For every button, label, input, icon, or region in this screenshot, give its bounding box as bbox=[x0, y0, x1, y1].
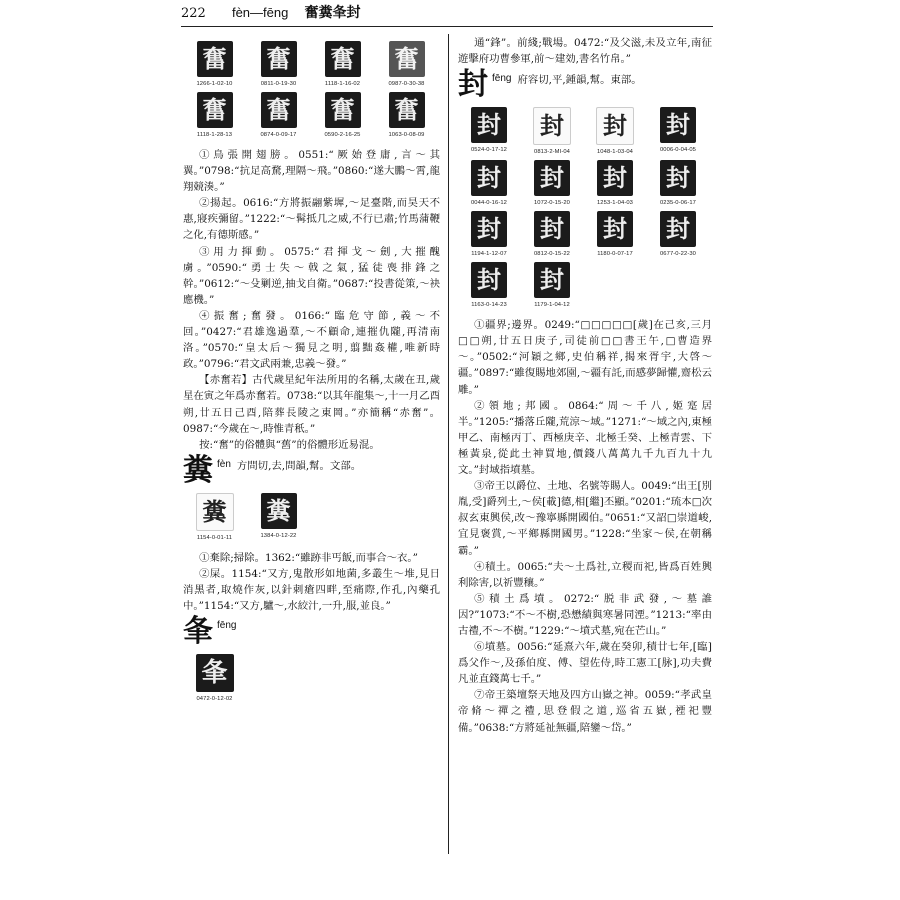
glyph-rubbing: 糞 bbox=[196, 493, 234, 531]
definition-paragraph: ②屎。1154:“又方,鬼散形如地菌,多叢生～堆,見日消黑者,取燒作灰,以針刺瘡四畔,至痛際,作孔,內藥孔中。”1154:“又方,驢～,水絞汁,一升,服,並良。” bbox=[183, 567, 440, 613]
fen2-image-grid bbox=[183, 493, 440, 546]
header-title: 奮糞夆封 bbox=[304, 5, 361, 21]
headword-pronunciation: 府容切,平,鍾韻,幫。東部。 bbox=[517, 74, 642, 87]
rubbing-image bbox=[247, 92, 310, 139]
glyph-rubbing: 奮 bbox=[261, 41, 297, 77]
headword-pinyin: fēng bbox=[217, 620, 237, 632]
rubbing-image bbox=[458, 160, 520, 207]
glyph-rubbing: 封 bbox=[534, 160, 570, 196]
headword-char: 糞 bbox=[183, 452, 213, 488]
glyph-rubbing: 奮 bbox=[325, 41, 361, 77]
definition-paragraph: ④振奮;奮發。0166:“臨危守節,義～不回。”0427:“君雄逸過羣,～不顧命,連摧仇隴,再清南洛。”0570:“皇太后～獨見之明,翦黜姦權,唯新時政。”0796:“君文武兩兼,忠義～發。” bbox=[183, 309, 440, 371]
image-caption: 0813-2-MI-04 bbox=[534, 149, 570, 156]
pinyin-range: fèn—fēng bbox=[231, 5, 289, 20]
glyph-rubbing: 封 bbox=[471, 160, 507, 196]
glyph-rubbing: 封 bbox=[471, 107, 507, 143]
headword-feng bbox=[183, 616, 440, 648]
rubbing-image bbox=[521, 211, 583, 258]
rubbing-image bbox=[247, 41, 310, 88]
image-caption: 1194-1-12-07 bbox=[471, 251, 507, 258]
image-caption: 1072-0-15-20 bbox=[533, 200, 570, 207]
left-column bbox=[183, 35, 440, 711]
rubbing-image bbox=[375, 92, 438, 139]
rubbing-image bbox=[183, 654, 246, 703]
definition-paragraph: ⑦帝王築壇祭天地及四方山嶽之神。0059:“孝武皇帝脩～禪之禮,思登假之道,巡省五嶽,禋祀豐備。”0638:“方將延祉無疆,陪鑾～岱。” bbox=[458, 689, 712, 734]
page-number: 222 bbox=[181, 6, 206, 21]
headword-char: 夆 bbox=[183, 614, 213, 650]
glyph-rubbing: 奮 bbox=[389, 41, 425, 77]
glyph-rubbing: 奮 bbox=[197, 92, 233, 128]
rubbing-image bbox=[311, 41, 374, 88]
definition-paragraph: ①疆界;邊界。0249:“□□□□□[歲]在己亥,三月□□朔,廿五日庚子,司徒前□□書王午,□曹造界～。”0502:“河穎之鄉,史伯稱祥,揭來胥宇,大啓～疆。”0897:“雖復賜地郊園,～疆有託,而感夢歸懽,齋松云雕。” bbox=[458, 319, 712, 396]
glyph-rubbing: 封 bbox=[597, 160, 633, 196]
feng1-image-grid bbox=[183, 654, 440, 707]
image-caption: 1180-0-07-17 bbox=[597, 251, 633, 258]
glyph-rubbing: 封 bbox=[471, 211, 507, 247]
image-caption: 1179-1-04-12 bbox=[534, 302, 570, 309]
glyph-rubbing: 封 bbox=[597, 211, 633, 247]
rubbing-image bbox=[647, 107, 709, 156]
definition-paragraph: ②領地;邦國。0864:“周～千八,姬寔居半。”1205:“播落丘隴,荒涼～域。”1271:“～域之內,東極甲乙、南極丙丁、西極庚辛、北極壬癸、上極青雲、下極黃泉,從此土神買地,價錢八萬萬九千九百九十九文。”封域指墳墓。 bbox=[458, 399, 712, 477]
image-caption: 1253-1-04-03 bbox=[596, 200, 633, 207]
glyph-rubbing: 奮 bbox=[325, 92, 361, 128]
rubbing-image bbox=[521, 107, 583, 156]
image-caption: 0811-0-19-30 bbox=[260, 81, 297, 87]
definition-paragraph: ⑥墳墓。0056:“延熹六年,歲在癸卯,積廿七年,[臨]爲父作～,及孫伯度、傅、望佐侍,時工憲工[脉],功夫費凡並直錢萬七千。” bbox=[458, 641, 712, 686]
glyph-rubbing: 封 bbox=[596, 107, 634, 145]
rubbing-image bbox=[521, 160, 583, 207]
glyph-rubbing: 封 bbox=[534, 262, 570, 298]
headword-pronunciation: 方問切,去,問韻,幫。文部。 bbox=[236, 459, 362, 472]
glyph-rubbing: 封 bbox=[534, 211, 570, 247]
rubbing-image bbox=[647, 211, 709, 258]
rubbing-image bbox=[311, 92, 374, 139]
glyph-rubbing: 封 bbox=[533, 107, 571, 145]
rubbing-image bbox=[247, 493, 310, 542]
headword-fen bbox=[183, 452, 440, 488]
rubbing-image bbox=[647, 160, 709, 207]
rubbing-image bbox=[521, 262, 583, 309]
image-caption: 0044-0-16-12 bbox=[470, 200, 507, 207]
glyph-rubbing: 奮 bbox=[261, 92, 297, 128]
headword-pinyin: fèn bbox=[217, 458, 231, 470]
feng2-image-grid bbox=[458, 107, 712, 313]
rubbing-image bbox=[183, 92, 246, 139]
compound-entry-chifenruo: 【赤奮若】古代歲星紀年法所用的名稱,太歲在丑,歲星在寅之年爲赤奮若。0738:“以其年龍集～,十一月乙酉朔,廿五日己酉,陪葬長陵之東岡。”亦簡稱“赤奮”。0987:“今歲在～,時惟青秖。” bbox=[183, 374, 440, 435]
image-caption: 0235-0-06-17 bbox=[659, 200, 696, 207]
glyph-rubbing: 封 bbox=[660, 211, 696, 247]
headword-char: 封 bbox=[458, 67, 488, 103]
headword-pinyin: fēng bbox=[492, 73, 512, 85]
right-column bbox=[458, 35, 712, 736]
glyph-rubbing: 夆 bbox=[196, 654, 234, 692]
glyph-rubbing: 封 bbox=[471, 262, 507, 298]
image-caption: 0874-0-09-17 bbox=[260, 132, 297, 138]
continued-definition: 通“鋒”。前綫;戰場。0472:“及父滋,未及立年,南征遊擊府功曹參軍,前～建効,書名竹帛。” bbox=[458, 37, 712, 66]
image-caption: 1154-0-01-11 bbox=[196, 534, 233, 541]
definition-paragraph: ④積土。0065:“夫～土爲社,立稷而祀,皆爲百姓興利除害,以祈豐穰。” bbox=[458, 560, 712, 589]
image-caption: 0812-0-15-22 bbox=[533, 251, 570, 258]
definition-paragraph: ③帝王以爵位、土地、名號等賜人。0049:“出王[別胤,受]爵列土,～侯[載]德,相[繼]丕顯。”0201:“琉本□次叔玄東興侯,改～豫寧縣開國伯。”0651:“又詔□崇道峻,宜見褒賞,～平鄉縣開國男。”1228:“坐家～侯,在朝稱霸。” bbox=[458, 480, 712, 557]
definition-paragraph: ⑤積土爲墳。0272:“脱非武發,～墓誰因?”1073:“不～不樹,恐懋績與寒暑同湮。”1213:“率由古禮,不～不樹。”1229:“～墳式墓,宛在芒山。” bbox=[458, 592, 712, 637]
rubbing-image bbox=[183, 493, 246, 542]
rubbing-image bbox=[584, 211, 646, 258]
image-caption: 1163-0-14-23 bbox=[471, 302, 507, 309]
glyph-rubbing: 奮 bbox=[389, 92, 425, 128]
glyph-rubbing: 奮 bbox=[197, 41, 233, 77]
rubbing-image bbox=[458, 262, 520, 309]
image-caption: 1266-1-02-10 bbox=[196, 81, 233, 87]
definition-paragraph: ③用力揮動。0575:“君揮戈～劍,大摧醜虜。”0590:“勇士失～戟之氣,猛徒喪排鋒之幹。”0612:“～殳剿逆,抽戈自衛。”0687:“投書從策,～袂應機。” bbox=[183, 245, 440, 306]
rubbing-image bbox=[584, 160, 646, 207]
image-caption: 1048-1-03-04 bbox=[596, 149, 633, 156]
image-caption: 1384-0-12-22 bbox=[260, 532, 297, 539]
image-caption: 0472-0-12-02 bbox=[196, 696, 233, 703]
headword-feng-seal bbox=[458, 69, 712, 101]
image-caption: 0590-2-16-25 bbox=[324, 132, 361, 138]
image-caption: 0987-0-30-38 bbox=[388, 81, 425, 87]
glyph-rubbing: 封 bbox=[660, 160, 696, 196]
usage-note: 按:“奮”的俗體與“舊”的俗體形近易混。 bbox=[199, 438, 380, 451]
image-caption: 1118-1-16-02 bbox=[324, 81, 361, 87]
image-caption: 0006-0-04-05 bbox=[659, 147, 696, 154]
image-caption: 1118-1-28-13 bbox=[196, 132, 233, 138]
rubbing-image bbox=[458, 211, 520, 258]
column-divider bbox=[448, 34, 449, 854]
image-caption: 0524-0-17-12 bbox=[470, 147, 507, 154]
definition-paragraph: ①鳥張開翅膀。0551:“厥始登庸,言～其翼。”0798:“抗足高騖,理隔～飛。”0860:“遂大鵬～霄,龍翔競湊。” bbox=[183, 149, 440, 194]
rubbing-image bbox=[458, 107, 520, 156]
fen-image-grid bbox=[183, 41, 440, 143]
page-header bbox=[181, 0, 713, 27]
rubbing-image bbox=[375, 41, 438, 88]
image-caption: 0677-0-22-30 bbox=[659, 251, 696, 258]
image-caption: 1063-0-08-09 bbox=[388, 132, 425, 138]
definition-paragraph: ②揚起。0616:“方將振翮紫墀,～足臺階,而昊天不惠,寢疾彌留。”1222:“～髯抵几之威,不行已肅;竹馬蒲鞭之化,有德斯感。” bbox=[183, 197, 440, 242]
rubbing-image bbox=[584, 107, 646, 156]
definition-paragraph: ①棄除;掃除。1362:“雖跡非丐飯,而事合～衣。” bbox=[199, 551, 418, 564]
glyph-rubbing: 封 bbox=[660, 107, 696, 143]
glyph-rubbing: 糞 bbox=[261, 493, 297, 529]
rubbing-image bbox=[183, 41, 246, 88]
